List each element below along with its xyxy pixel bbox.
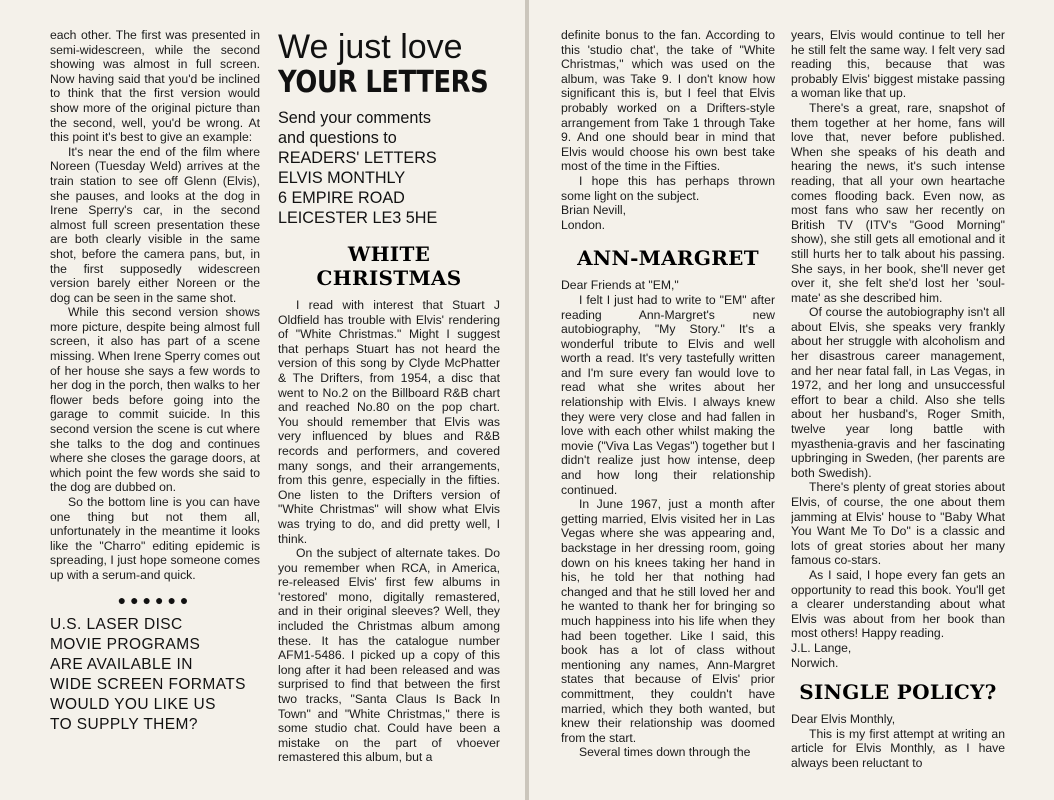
left-column-article-continuation	[50, 28, 260, 735]
white-christmas-letter-continued	[561, 28, 775, 232]
ann-margret-letter-continued	[791, 28, 1005, 670]
letter-paragraph: There's plenty of great stories about Elvis, of course, the one about them jamming at Elvis' house to "Baby What You Want Me To Do" is a classic and lots of great stories about her many famous co-stars.	[791, 480, 1005, 568]
letter-salutation: Dear Elvis Monthly,	[791, 712, 896, 727]
letter-paragraph: I read with interest that Stuart J Oldfield has trouble with Elvis' rendering of "White Christmas." Might I suggest that perhaps Stuart has not heard the version of this song by Clyde McPhatter & The Drifters, from 1954, a disc that went to No.2 on the Billboard R&B chart and reached No.80 on the pop chart. You should remember that Elvis was very influenced by blues and R&B records and performers, and covered many songs, and their arrangements, from this genre, especially in the fifties. One listen to the Drifters version of "White Christmas" will show what Elvis was trying to do, and did pretty well, I think.	[278, 298, 500, 546]
address-line: Send your comments	[278, 109, 431, 127]
address-line: LEICESTER LE3 5HE	[278, 209, 438, 227]
white-christmas-letter	[278, 298, 500, 765]
advert-line: MOVIE PROGRAMS	[50, 636, 201, 654]
letter-paragraph: There's a great, rare, snapshot of them together at her home, fans will love that, never before published. When she speaks of his death and hearing the news, it's such intense reading, that all your own heartache comes flooding back. Even now, as most fans who saw her recently on British TV (ITV's "Good Morning" show), she still gets all emotional and it still hurts her to talk about his passing. She says, in her book, she'll never get over it, she felt she'd lost her 'soul-mate' as she described him.	[791, 100, 1005, 305]
letter-signature-place: London.	[561, 217, 606, 232]
white-christmas-heading: WHITE CHRISTMAS	[316, 242, 462, 290]
ann-margret-letter	[561, 278, 775, 760]
letter-paragraph: Of course the autobiography isn't all about Elvis, she speaks very frankly about her struggle with alcoholism and her disastrous career management, and her near fatal fall, in Las Vegas, in 1972, and her long and unsuccessful effort to bear a child. Also she tells about her husband's, Roger Smith, twelve year long battle with myasthenia-gravis and her fascinating upbringing in Sweden, (her parents are both Swedish).	[791, 305, 1005, 480]
submission-address	[278, 108, 500, 228]
letter-signature-name: J.L. Lange,	[791, 640, 852, 655]
advert-line: WIDE SCREEN FORMATS	[50, 676, 246, 694]
single-policy-heading: SINGLE POLICY?	[799, 680, 997, 705]
dot-separator: ●●●●●●	[117, 591, 193, 608]
ann-margret-heading: ANN-MARGRET	[577, 246, 759, 271]
letter-paragraph: I hope this has perhaps thrown some light on the subject.	[561, 173, 775, 203]
advert-line: WOULD YOU LIKE US	[50, 696, 216, 714]
article-paragraph: While this second version shows more picture, despite being almost full screen, it also has part of a scene missing. When Irene Sperry comes out of her house she says a few words to her dog in the porch, then walks to her flower beds before going into the garage to commit suicide. In this second version the scene is cut where she talks to the dog and continues where she closes the garage doors, at which point the few words she said to the dog are dubbed on.	[50, 305, 260, 495]
address-line: ELVIS MONTHLY	[278, 169, 406, 187]
letter-paragraph: years, Elvis would continue to tell her he still felt the same way. I felt very sad reading this, because that was probably Elvis' biggest mistake passing a woman like that up.	[791, 28, 1005, 101]
letter-paragraph: As I said, I hope every fan gets an opportunity to read this book. You'll get a clearer understanding about what Elvis was about from her book than most others! Happy reading.	[791, 567, 1005, 641]
letters-section	[278, 28, 500, 765]
letter-paragraph: On the subject of alternate takes. Do you remember when RCA, in America, re-released Elvis' first few albums in 'restored' mono, digitally remastered, and in their original sleeves? Well, they included the Christmas album among these. It has the catalogue number AFM1-5486. I picked up a copy of this long after it had been released and was surprised to find that between the first two tracks, "Santa Claus Is Back In Town" and "White Christmas," there is some studio chat. Could have been a mistake on the part of vhoever remastered this album, but a	[278, 546, 500, 765]
article-paragraph: each other. The first was presented in semi-widescreen, while the second showing was almost in full screen. Now having said that you'd be inclined to think that the first version would show more of the original picture than the second, well, you'd be wrong. At this point it's best to give an example:	[50, 28, 260, 145]
letter-signature-name: Brian Nevill,	[561, 203, 627, 218]
laser-disc-advert	[50, 615, 260, 735]
address-line: and questions to	[278, 129, 397, 147]
single-policy-letter	[791, 712, 1005, 770]
advert-line: U.S. LASER DISC	[50, 616, 183, 634]
right-column-1	[561, 28, 775, 760]
letter-paragraph: I felt I just had to write to "EM" after reading Ann-Margret's new autobiography, "My Story." It's a wonderful tribute to Elvis and well worth a read. It's very tastefully written and I'm sure every fan would love to read what she writes about her relationship with Elvis. I always knew they were very close and had fallen in love with each other whilst making the movie ("Viva Las Vegas") together but I didn't realize just how intense, deep and how long their relationship continued.	[561, 292, 775, 497]
right-page	[529, 0, 1054, 800]
right-column-2	[791, 28, 1005, 771]
article-paragraph: So the bottom line is you can have one thing but not them all, unfortunately in the meantime it looks like the "Charro" editing epidemic is spreading, I just hope someone comes up with a serum-and quick.	[50, 495, 260, 582]
letter-signature-place: Norwich.	[791, 655, 839, 670]
left-page	[0, 0, 525, 800]
letter-paragraph: This is my first attempt at writing an article for Elvis Monthly, as I have always been reluctant to	[791, 726, 1005, 770]
advert-line: TO SUPPLY THEM?	[50, 716, 198, 734]
letter-paragraph: definite bonus to the fan. According to this 'studio chat', the take of "White Christmas," which was used on the album, was Take 9. I don't know how significant this is, but I feel that Elvis probably worked on a Drifters-style arrangement from Take 1 through Take 9. And one should bear in mind that Elvis would choose his own best take most of the time in the Fifties.	[561, 28, 775, 174]
article-paragraph: It's near the end of the film where Noreen (Tuesday Weld) arrives at the train station to see off Glenn (Elvis), she pauses, and looks at the dog in Irene Sperry's car, in the second almost full screen presentation these are both clearly visible in the same shot, before the camera pans, but, in the first supposedly widescreen version barely either Noreen or the dog can be seen in the same shot.	[50, 144, 260, 305]
letter-paragraph: Several times down through the	[579, 745, 751, 760]
letter-paragraph: In June 1967, just a month after getting married, Elvis visited her in Las Vegas where she was appearing and, backstage in her dressing room, going down on his knees taking her hand in his, he told her that nothing had changed and that he still loved her and he wanted to thank her for bringing so much happiness into his life when they had been together. Like I said, this book has a lot of class without mentioning any names, Ann-Margret states that because of Elvis' prior committment, they couldn't have married, which they both wanted, but knew their relationship was doomed from the start.	[561, 497, 775, 745]
address-line: READERS' LETTERS	[278, 149, 437, 167]
address-line: 6 EMPIRE ROAD	[278, 189, 405, 207]
section-title-line1: We just love	[278, 28, 463, 66]
letter-salutation: Dear Friends at "EM,"	[561, 278, 679, 293]
section-title-line2: YOUR LETTERS	[278, 65, 489, 100]
advert-line: ARE AVAILABLE IN	[50, 656, 193, 674]
